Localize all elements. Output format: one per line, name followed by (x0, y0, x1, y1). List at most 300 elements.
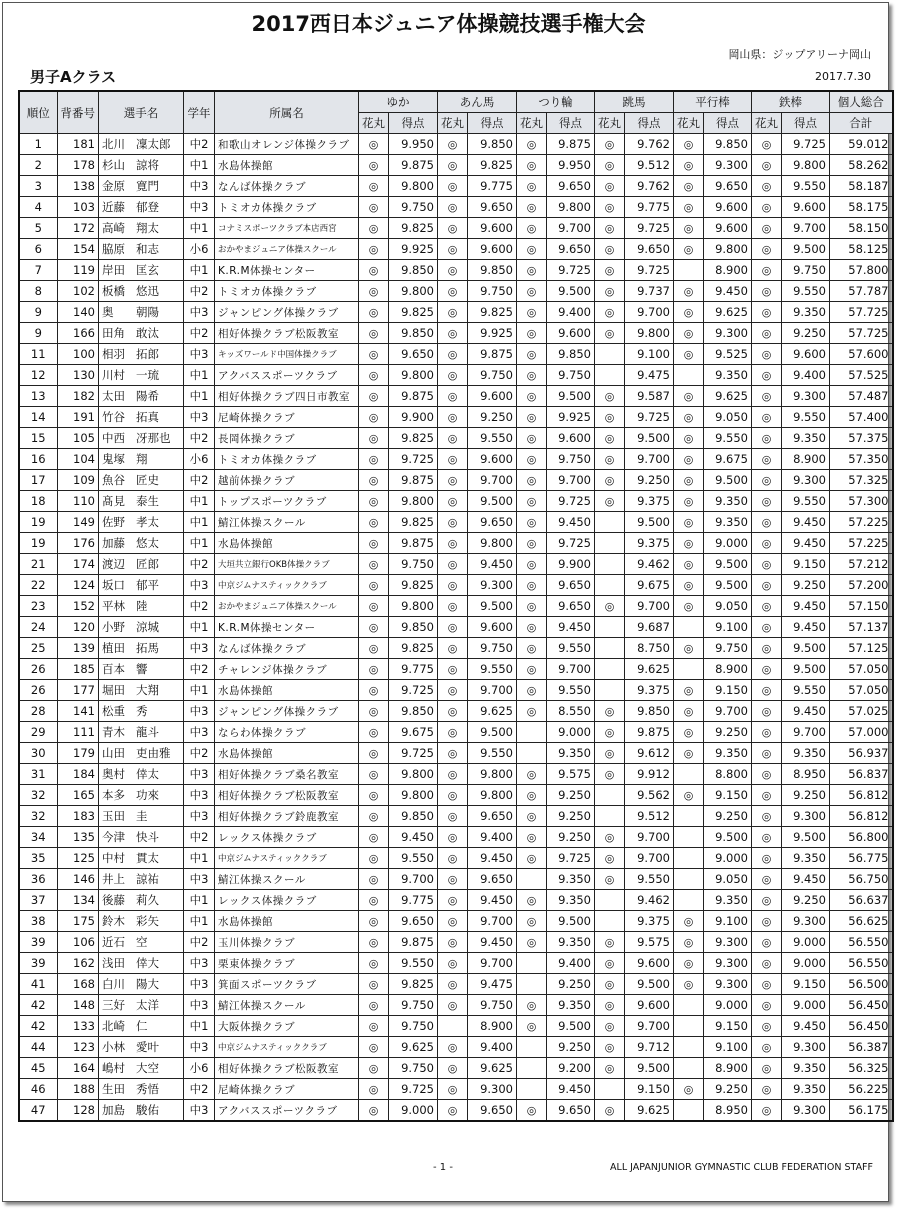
score-cell: 9.825 (468, 155, 517, 176)
bib-cell: 181 (57, 134, 99, 155)
score-cell: 9.450 (782, 617, 830, 638)
score-cell: 9.350 (782, 1058, 830, 1079)
hanamaru-flag-icon (517, 869, 547, 890)
athlete-first-name: 彩矢 (136, 914, 159, 928)
score-cell: 9.450 (704, 281, 752, 302)
athlete-first-name: 翔 (136, 452, 148, 466)
rank-cell: 5 (19, 218, 57, 239)
bib-cell: 100 (57, 344, 99, 365)
score-cell: 9.900 (547, 554, 595, 575)
score-cell: 9.400 (468, 827, 517, 848)
hanamaru-flag-icon: ◎ (674, 386, 704, 407)
athlete-last-name: 嶋村 (102, 1061, 125, 1075)
header-event-hbar: 鉄棒 (752, 91, 830, 113)
club-cell: おかやまジュニア体操スクール (215, 239, 359, 260)
athlete-first-name: 匠郎 (136, 557, 159, 571)
athlete-last-name: 北川 (102, 137, 125, 151)
hanamaru-flag-icon: ◎ (752, 680, 782, 701)
bib-cell: 128 (57, 1100, 99, 1122)
rank-cell: 17 (19, 470, 57, 491)
club-cell: ジャンピング体操クラブ (215, 302, 359, 323)
hanamaru-flag-icon: ◎ (595, 701, 625, 722)
hanamaru-flag-icon: ◎ (359, 260, 389, 281)
hanamaru-flag-icon (517, 722, 547, 743)
score-cell: 9.587 (625, 386, 674, 407)
hanamaru-flag-icon: ◎ (595, 302, 625, 323)
athlete-name-cell (99, 722, 184, 743)
grade-cell: 中3 (184, 638, 215, 659)
grade-cell: 中1 (184, 848, 215, 869)
score-cell: 9.300 (782, 1100, 830, 1122)
all-around-total-cell: 57.725 (830, 323, 893, 344)
bib-cell: 106 (57, 932, 99, 953)
athlete-name-cell (99, 218, 184, 239)
hanamaru-flag-icon: ◎ (359, 1037, 389, 1058)
header-event-rings: つり輪 (517, 91, 595, 113)
athlete-first-name: 莉久 (136, 893, 159, 907)
club-cell: 玉川体操クラブ (215, 932, 359, 953)
bib-cell: 184 (57, 764, 99, 785)
grade-cell: 中1 (184, 617, 215, 638)
athlete-last-name: 高崎 (102, 221, 125, 235)
score-cell: 9.750 (389, 554, 438, 575)
score-cell: 9.250 (782, 575, 830, 596)
score-cell: 9.300 (782, 386, 830, 407)
hanamaru-flag-icon: ◎ (438, 911, 468, 932)
score-cell: 9.300 (468, 1079, 517, 1100)
score-cell: 9.700 (389, 869, 438, 890)
score-cell: 9.750 (389, 1016, 438, 1037)
athlete-first-name: 涼城 (136, 620, 159, 634)
bib-cell: 148 (57, 995, 99, 1016)
bib-cell: 188 (57, 1079, 99, 1100)
hanamaru-flag-icon: ◎ (517, 239, 547, 260)
all-around-total-cell: 56.387 (830, 1037, 893, 1058)
all-around-total-cell: 57.050 (830, 659, 893, 680)
hanamaru-flag-icon: ◎ (517, 575, 547, 596)
grade-cell: 中1 (184, 365, 215, 386)
rank-cell: 30 (19, 743, 57, 764)
athlete-last-name: 井上 (102, 872, 125, 886)
table-row (19, 764, 893, 785)
athlete-last-name: 白川 (102, 977, 125, 991)
hanamaru-flag-icon: ◎ (595, 1100, 625, 1122)
club-cell: なんば体操クラブ (215, 176, 359, 197)
hanamaru-flag-icon: ◎ (674, 155, 704, 176)
hanamaru-flag-icon: ◎ (438, 974, 468, 995)
score-cell: 9.750 (468, 281, 517, 302)
hanamaru-flag-icon (595, 533, 625, 554)
score-cell: 9.350 (547, 743, 595, 764)
hanamaru-flag-icon: ◎ (752, 701, 782, 722)
score-cell: 9.650 (468, 869, 517, 890)
hanamaru-flag-icon: ◎ (359, 911, 389, 932)
score-cell: 9.350 (782, 1079, 830, 1100)
table-row (19, 953, 893, 974)
score-cell: 9.687 (625, 617, 674, 638)
score-cell: 9.725 (547, 260, 595, 281)
hanamaru-flag-icon (595, 785, 625, 806)
hanamaru-flag-icon: ◎ (359, 680, 389, 701)
hanamaru-flag-icon: ◎ (752, 596, 782, 617)
score-cell: 9.375 (625, 911, 674, 932)
hanamaru-flag-icon: ◎ (359, 134, 389, 155)
bib-cell: 123 (57, 1037, 99, 1058)
athlete-first-name: 倖太 (136, 767, 159, 781)
score-cell: 9.825 (389, 218, 438, 239)
grade-cell: 中1 (184, 491, 215, 512)
hanamaru-flag-icon: ◎ (438, 155, 468, 176)
hanamaru-flag-icon: ◎ (438, 659, 468, 680)
grade-cell: 中2 (184, 323, 215, 344)
score-cell: 9.650 (547, 575, 595, 596)
hanamaru-flag-icon (674, 659, 704, 680)
hanamaru-flag-icon: ◎ (674, 491, 704, 512)
all-around-total-cell: 56.837 (830, 764, 893, 785)
score-cell: 9.600 (468, 617, 517, 638)
hanamaru-flag-icon: ◎ (674, 638, 704, 659)
score-cell: 9.000 (389, 1100, 438, 1122)
score-cell: 9.525 (704, 344, 752, 365)
rank-cell: 46 (19, 1079, 57, 1100)
score-cell: 9.500 (468, 596, 517, 617)
hanamaru-flag-icon: ◎ (752, 386, 782, 407)
score-cell: 9.575 (547, 764, 595, 785)
all-around-total-cell: 57.300 (830, 491, 893, 512)
hanamaru-flag-icon: ◎ (359, 407, 389, 428)
grade-cell: 中1 (184, 155, 215, 176)
hanamaru-flag-icon: ◎ (674, 974, 704, 995)
hanamaru-flag-icon: ◎ (359, 365, 389, 386)
hanamaru-flag-icon: ◎ (752, 554, 782, 575)
score-cell: 9.725 (547, 848, 595, 869)
hanamaru-flag-icon: ◎ (595, 1037, 625, 1058)
hanamaru-flag-icon: ◎ (752, 617, 782, 638)
hanamaru-flag-icon: ◎ (438, 281, 468, 302)
grade-cell: 中3 (184, 806, 215, 827)
score-cell: 9.500 (782, 239, 830, 260)
hanamaru-flag-icon: ◎ (517, 512, 547, 533)
hanamaru-flag-icon: ◎ (359, 596, 389, 617)
hanamaru-flag-icon: ◎ (359, 197, 389, 218)
all-around-total-cell: 57.212 (830, 554, 893, 575)
athlete-first-name: 拓真 (136, 410, 159, 424)
hanamaru-flag-icon: ◎ (674, 680, 704, 701)
score-cell: 9.300 (782, 806, 830, 827)
score-cell: 9.700 (782, 218, 830, 239)
hanamaru-flag-icon: ◎ (752, 491, 782, 512)
score-cell: 9.650 (389, 911, 438, 932)
athlete-name-cell (99, 575, 184, 596)
hanamaru-flag-icon: ◎ (752, 743, 782, 764)
score-cell: 9.800 (782, 155, 830, 176)
hanamaru-flag-icon: ◎ (674, 134, 704, 155)
athlete-last-name: 小林 (102, 1040, 125, 1054)
athlete-last-name: 太田 (102, 389, 125, 403)
score-cell: 9.450 (468, 848, 517, 869)
hanamaru-flag-icon: ◎ (438, 575, 468, 596)
athlete-first-name: 泰生 (136, 494, 159, 508)
score-cell: 9.450 (547, 512, 595, 533)
grade-cell: 中3 (184, 575, 215, 596)
athlete-last-name: 川村 (102, 368, 125, 382)
score-cell: 9.750 (468, 995, 517, 1016)
score-cell: 9.250 (704, 1079, 752, 1100)
score-cell: 9.850 (704, 134, 752, 155)
hanamaru-flag-icon: ◎ (752, 533, 782, 554)
score-cell: 9.150 (782, 554, 830, 575)
score-cell: 9.750 (389, 197, 438, 218)
score-cell: 9.350 (782, 743, 830, 764)
score-cell: 9.000 (704, 995, 752, 1016)
bib-cell: 185 (57, 659, 99, 680)
rank-cell: 9 (19, 302, 57, 323)
athlete-last-name: 三好 (102, 998, 125, 1012)
athlete-first-name: 秀悟 (136, 1082, 159, 1096)
hanamaru-flag-icon: ◎ (752, 848, 782, 869)
hanamaru-flag-icon (595, 680, 625, 701)
hanamaru-flag-icon (595, 890, 625, 911)
athlete-name-cell (99, 176, 184, 197)
club-cell: ならわ体操クラブ (215, 722, 359, 743)
all-around-total-cell: 58.125 (830, 239, 893, 260)
table-row (19, 281, 893, 302)
table-row (19, 197, 893, 218)
bib-cell: 133 (57, 1016, 99, 1037)
hanamaru-flag-icon (595, 365, 625, 386)
score-cell: 9.000 (704, 848, 752, 869)
athlete-last-name: 植田 (102, 641, 125, 655)
score-cell: 9.550 (547, 680, 595, 701)
athlete-name-cell (99, 827, 184, 848)
athlete-name-cell (99, 281, 184, 302)
score-cell: 9.850 (468, 134, 517, 155)
grade-cell: 中3 (184, 785, 215, 806)
score-cell: 9.350 (782, 848, 830, 869)
score-cell: 9.625 (625, 1100, 674, 1122)
header-score: 得点 (389, 113, 438, 134)
score-cell: 9.725 (389, 680, 438, 701)
hanamaru-flag-icon: ◎ (517, 659, 547, 680)
hanamaru-flag-icon: ◎ (752, 407, 782, 428)
hanamaru-flag-icon (674, 260, 704, 281)
hanamaru-flag-icon: ◎ (752, 134, 782, 155)
hanamaru-flag-icon: ◎ (674, 911, 704, 932)
hanamaru-flag-icon: ◎ (517, 302, 547, 323)
score-cell: 9.550 (782, 407, 830, 428)
athlete-last-name: 鬼塚 (102, 452, 125, 466)
rank-cell: 42 (19, 1016, 57, 1037)
score-cell: 9.350 (547, 932, 595, 953)
hanamaru-flag-icon: ◎ (752, 806, 782, 827)
hanamaru-flag-icon: ◎ (595, 260, 625, 281)
score-cell: 9.500 (704, 554, 752, 575)
hanamaru-flag-icon: ◎ (674, 953, 704, 974)
all-around-total-cell: 57.225 (830, 533, 893, 554)
club-cell: 中京ジムナスティッククラブ (215, 575, 359, 596)
score-cell: 9.775 (468, 176, 517, 197)
athlete-first-name: 陸 (136, 599, 148, 613)
athlete-last-name: 生田 (102, 1082, 125, 1096)
header-event-floor: ゆか (359, 91, 438, 113)
rank-cell: 7 (19, 260, 57, 281)
header-score: 得点 (468, 113, 517, 134)
grade-cell: 中3 (184, 344, 215, 365)
header-score: 得点 (704, 113, 752, 134)
grade-cell: 中3 (184, 764, 215, 785)
club-cell: トミオカ体操クラブ (215, 281, 359, 302)
score-cell: 9.625 (704, 302, 752, 323)
athlete-first-name: 秀 (136, 704, 148, 718)
score-cell: 9.462 (625, 890, 674, 911)
hanamaru-flag-icon: ◎ (752, 953, 782, 974)
table-row (19, 1058, 893, 1079)
score-cell: 9.400 (547, 302, 595, 323)
header-event-pommel: あん馬 (438, 91, 517, 113)
rank-cell: 29 (19, 722, 57, 743)
score-cell: 9.500 (625, 428, 674, 449)
grade-cell: 中3 (184, 995, 215, 1016)
hanamaru-flag-icon (674, 1100, 704, 1122)
athlete-first-name: 翔太 (136, 221, 159, 235)
rank-cell: 16 (19, 449, 57, 470)
table-row (19, 407, 893, 428)
hanamaru-flag-icon: ◎ (752, 869, 782, 890)
table-row (19, 785, 893, 806)
score-cell: 9.500 (625, 974, 674, 995)
hanamaru-flag-icon: ◎ (517, 1100, 547, 1122)
score-cell: 9.750 (468, 365, 517, 386)
all-around-total-cell: 58.150 (830, 218, 893, 239)
hanamaru-flag-icon: ◎ (752, 323, 782, 344)
score-cell: 9.350 (547, 869, 595, 890)
score-cell: 9.800 (389, 596, 438, 617)
hanamaru-flag-icon: ◎ (752, 659, 782, 680)
bib-cell: 130 (57, 365, 99, 386)
score-cell: 9.600 (468, 218, 517, 239)
hanamaru-flag-icon: ◎ (752, 638, 782, 659)
athlete-name-cell (99, 911, 184, 932)
bib-cell: 165 (57, 785, 99, 806)
score-cell: 9.300 (782, 911, 830, 932)
score-cell: 9.625 (625, 659, 674, 680)
hanamaru-flag-icon: ◎ (359, 449, 389, 470)
athlete-name-cell (99, 449, 184, 470)
score-cell: 9.050 (704, 869, 752, 890)
club-cell: 箕面スポーツクラブ (215, 974, 359, 995)
hanamaru-flag-icon: ◎ (517, 260, 547, 281)
hanamaru-flag-icon (674, 1037, 704, 1058)
hanamaru-flag-icon (674, 365, 704, 386)
athlete-name-cell (99, 512, 184, 533)
hanamaru-flag-icon: ◎ (359, 1016, 389, 1037)
hanamaru-flag-icon: ◎ (359, 1100, 389, 1122)
score-cell: 9.400 (547, 953, 595, 974)
score-cell: 9.250 (547, 974, 595, 995)
score-cell: 9.700 (547, 218, 595, 239)
athlete-first-name: 愛叶 (136, 1040, 159, 1054)
hanamaru-flag-icon: ◎ (595, 995, 625, 1016)
all-around-total-cell: 56.450 (830, 1016, 893, 1037)
bib-cell: 177 (57, 680, 99, 701)
athlete-name-cell (99, 302, 184, 323)
hanamaru-flag-icon: ◎ (752, 911, 782, 932)
club-cell: 尼崎体操クラブ (215, 407, 359, 428)
score-cell: 9.350 (547, 995, 595, 1016)
hanamaru-flag-icon: ◎ (595, 827, 625, 848)
score-cell: 9.050 (704, 407, 752, 428)
hanamaru-flag-icon: ◎ (517, 491, 547, 512)
bib-cell: 146 (57, 869, 99, 890)
hanamaru-flag-icon: ◎ (517, 785, 547, 806)
hanamaru-flag-icon: ◎ (674, 701, 704, 722)
score-cell: 9.700 (625, 848, 674, 869)
athlete-name-cell (99, 680, 184, 701)
hanamaru-flag-icon: ◎ (517, 134, 547, 155)
score-cell: 9.800 (389, 281, 438, 302)
score-cell: 9.300 (704, 155, 752, 176)
hanamaru-flag-icon: ◎ (438, 953, 468, 974)
hanamaru-flag-icon: ◎ (674, 554, 704, 575)
score-cell: 9.825 (389, 638, 438, 659)
score-cell: 9.500 (782, 638, 830, 659)
hanamaru-flag-icon: ◎ (517, 470, 547, 491)
grade-cell: 中3 (184, 302, 215, 323)
rank-cell: 13 (19, 386, 57, 407)
page-number: - 1 - (433, 1162, 453, 1173)
hanamaru-flag-icon: ◎ (359, 827, 389, 848)
score-cell: 9.550 (468, 743, 517, 764)
hanamaru-flag-icon: ◎ (517, 848, 547, 869)
hanamaru-flag-icon: ◎ (674, 575, 704, 596)
score-cell: 9.300 (468, 575, 517, 596)
header-row-events (19, 91, 893, 113)
score-cell: 9.100 (704, 617, 752, 638)
hanamaru-flag-icon (517, 1058, 547, 1079)
athlete-first-name: 快斗 (136, 830, 159, 844)
hanamaru-flag-icon: ◎ (517, 596, 547, 617)
header-flag: 花丸 (517, 113, 547, 134)
header-total-bottom: 合計 (830, 113, 893, 134)
score-cell: 9.825 (389, 512, 438, 533)
score-cell: 9.912 (625, 764, 674, 785)
club-cell: 鯖江体操スクール (215, 869, 359, 890)
score-cell: 9.800 (389, 365, 438, 386)
hanamaru-flag-icon (595, 638, 625, 659)
grade-cell: 中2 (184, 659, 215, 680)
table-row (19, 386, 893, 407)
hanamaru-flag-icon: ◎ (595, 596, 625, 617)
athlete-name-cell (99, 932, 184, 953)
athlete-last-name: 髙見 (102, 494, 125, 508)
score-cell: 9.475 (468, 974, 517, 995)
hanamaru-flag-icon: ◎ (359, 743, 389, 764)
athlete-first-name: 悠太 (136, 536, 159, 550)
hanamaru-flag-icon: ◎ (752, 239, 782, 260)
bib-cell: 139 (57, 638, 99, 659)
hanamaru-flag-icon: ◎ (752, 932, 782, 953)
score-cell: 9.250 (468, 407, 517, 428)
score-cell: 9.250 (547, 785, 595, 806)
athlete-last-name: 魚谷 (102, 473, 125, 487)
hanamaru-flag-icon (674, 617, 704, 638)
header-score: 得点 (547, 113, 595, 134)
hanamaru-flag-icon: ◎ (674, 596, 704, 617)
rank-cell: 14 (19, 407, 57, 428)
all-around-total-cell: 56.812 (830, 785, 893, 806)
rank-cell: 32 (19, 806, 57, 827)
hanamaru-flag-icon (517, 974, 547, 995)
